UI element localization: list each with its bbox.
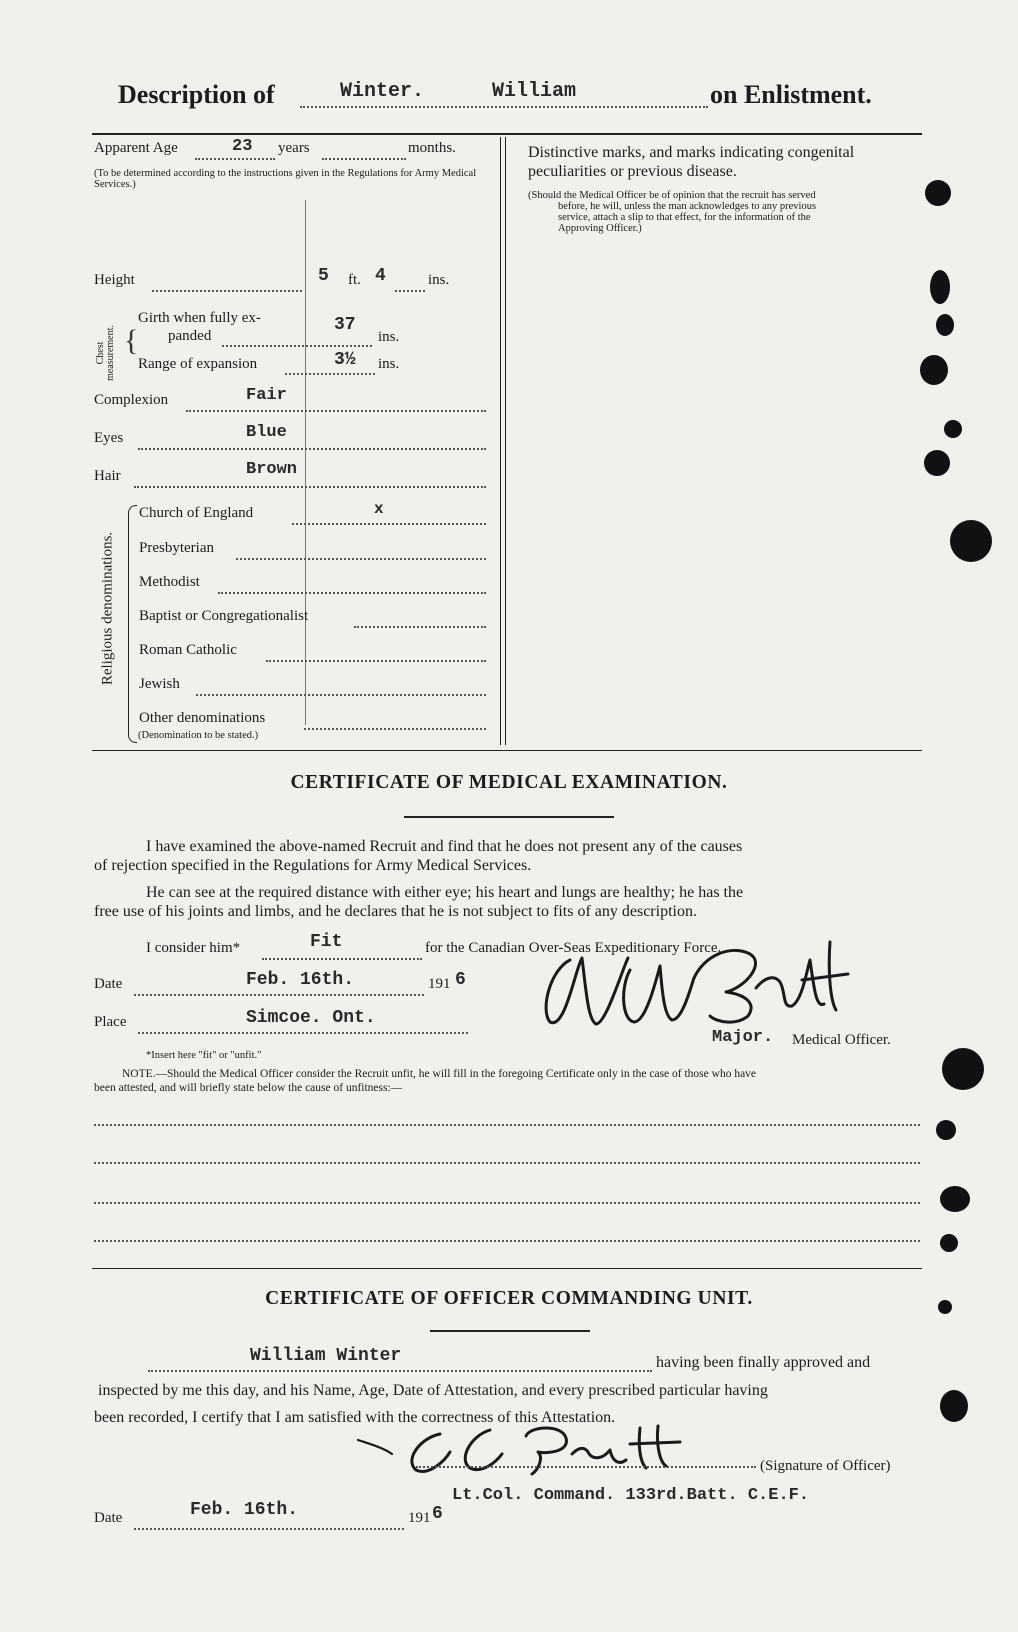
unfit-line-2	[94, 1162, 920, 1164]
fit-dotline	[262, 958, 422, 960]
hair-label: Hair	[94, 468, 121, 484]
binding-hole-blot	[920, 355, 948, 385]
religion-dotline-5	[196, 694, 486, 696]
chest-label-wrap	[90, 325, 120, 381]
medical-para2-line1: He can see at the required distance with either eye; his heart and lungs are healthy; he has the	[146, 884, 744, 901]
header-given-name: William	[492, 80, 577, 103]
hair-value: Brown	[246, 460, 298, 479]
command-value: Lt.Col. Command. 133rd.Batt. C.E.F.	[452, 1486, 810, 1505]
header-surname: Winter.	[340, 80, 425, 103]
range-ins-label: ins.	[378, 356, 400, 372]
height-ft-value: 5	[318, 266, 329, 286]
denomination-note: (Denomination to be stated.)	[138, 730, 259, 741]
religion-jewish: Jewish	[139, 676, 180, 692]
range-dotline	[285, 373, 375, 375]
binding-hole-blot	[925, 180, 951, 206]
force-label: for the Canadian Over-Seas Expeditionary Force.	[425, 940, 722, 956]
marks-note-3: service, attach a slip to that effect, for the information of the	[558, 212, 811, 223]
note-line-1: NOTE.—Should the Medical Officer consider the Recruit unfit, he will fill in the foregoing Certificate only in the case of those who have	[122, 1068, 757, 1080]
hair-dotline	[134, 486, 486, 488]
religions-label-wrap	[88, 505, 128, 735]
complexion-value: Fair	[246, 386, 287, 405]
girth-label-2: panded	[168, 328, 212, 344]
unfit-line-1	[94, 1124, 920, 1126]
marks-note-1: (Should the Medical Officer be of opinion that the recruit has served	[528, 190, 816, 201]
medical-year-prefix: 191	[428, 976, 451, 992]
binding-hole-blot	[938, 1300, 952, 1314]
religion-other: Other denominations	[139, 710, 266, 726]
header-rule	[92, 133, 922, 135]
place-label: Place	[94, 1014, 127, 1030]
medical-date-dotline	[134, 994, 424, 996]
religion-dotline-2	[218, 592, 486, 594]
medical-para1-line1: I have examined the above-named Recruit and find that he does not present any of the causes	[146, 838, 743, 855]
girth-label-1: Girth when fully ex-	[138, 310, 261, 326]
girth-ins-label: ins.	[378, 329, 400, 345]
height-in-value: 4	[375, 266, 386, 286]
religion-baptist: Baptist or Congregationalist	[139, 608, 309, 624]
signature-label: (Signature of Officer)	[760, 1458, 891, 1474]
height-label: Height	[94, 272, 135, 288]
header-prefix: Description of	[118, 80, 275, 109]
binding-hole-blot	[940, 1390, 968, 1422]
months-label: months.	[408, 140, 456, 156]
rank-value: Major.	[712, 1028, 774, 1047]
column-divider	[500, 137, 501, 745]
marks-note-2: before, he will, unless the man acknowledges to any previous	[558, 201, 817, 212]
religion-church-of-england: Church of England	[139, 505, 254, 521]
unfit-line-4	[94, 1240, 920, 1242]
medical-date-value: Feb. 16th.	[246, 970, 355, 990]
unfit-line-3	[94, 1202, 920, 1204]
commanding-title-rule	[430, 1330, 590, 1332]
chest-brace: {	[124, 324, 139, 357]
religions-label: Religious denominations.	[99, 531, 116, 686]
place-value: Simcoe. Ont.	[246, 1008, 376, 1028]
age-note: (To be determined according to the instructions given in the Regulations for Army Medical Services.)	[94, 168, 477, 190]
apparent-age-value: 23	[232, 137, 253, 156]
binding-hole-blot	[950, 520, 992, 562]
section-rule-2	[92, 1268, 922, 1269]
eyes-dotline	[138, 448, 486, 450]
eyes-value: Blue	[246, 423, 287, 442]
commanding-line-3: been recorded, I certify that I am satisfied with the correctness of this Attestation.	[94, 1409, 616, 1426]
medical-officer-label: Medical Officer.	[792, 1032, 891, 1048]
religions-bracket	[128, 505, 137, 743]
apparent-age-label: Apparent Age	[94, 140, 178, 156]
commanding-name-value: William Winter	[250, 1346, 402, 1366]
marks-title-2: peculiarities or previous disease.	[528, 163, 737, 180]
months-dotline	[322, 158, 406, 160]
height-ins-label: ins.	[428, 272, 450, 288]
eyes-label: Eyes	[94, 430, 124, 446]
medical-date-label: Date	[94, 976, 123, 992]
value-column-rule	[305, 200, 306, 725]
range-value: 3½	[334, 350, 356, 370]
binding-hole-blot	[930, 270, 950, 304]
commanding-date-dotline	[134, 1528, 404, 1530]
approved-label: having been finally approved and	[656, 1354, 871, 1371]
commanding-year-digit: 6	[432, 1504, 443, 1524]
column-divider-inner	[505, 137, 506, 745]
religion-dotline-1	[236, 558, 486, 560]
chest-measurement-label: Chest measurement.	[95, 325, 116, 381]
religion-dotline-6	[304, 728, 486, 730]
religion-dotline-3	[354, 626, 486, 628]
ins-dotline	[395, 290, 425, 292]
religion-presbyterian: Presbyterian	[139, 540, 214, 556]
fit-value: Fit	[310, 932, 343, 952]
commanding-name-dotline	[148, 1370, 652, 1372]
consider-label: I consider him*	[146, 940, 241, 956]
girth-dotline	[222, 345, 372, 347]
medical-year-digit: 6	[455, 970, 466, 990]
years-label: years	[278, 140, 310, 156]
binding-hole-blot	[944, 420, 962, 438]
religion-mark-church-of-england: x	[374, 500, 384, 518]
binding-hole-blot	[924, 450, 950, 476]
binding-hole-blot	[936, 314, 954, 336]
medical-title: CERTIFICATE OF MEDICAL EXAMINATION.	[290, 772, 728, 793]
range-label: Range of expansion	[138, 356, 258, 372]
header-suffix: on Enlistment.	[710, 80, 872, 109]
commanding-line-2: inspected by me this day, and his Name, Age, Date of Attestation, and every prescribed particular having	[98, 1382, 768, 1399]
insert-note: *Insert here "fit" or "unfit."	[146, 1050, 262, 1061]
religion-methodist: Methodist	[139, 574, 200, 590]
marks-note-4: Approving Officer.)	[558, 223, 642, 234]
binding-hole-blot	[936, 1120, 956, 1140]
marks-title-1: Distinctive marks, and marks indicating congenital	[528, 144, 855, 161]
medical-para2-line2: free use of his joints and limbs, and he declares that he is not subject to fits of any description.	[94, 903, 697, 920]
girth-value: 37	[334, 315, 356, 335]
medical-officer-signature	[530, 930, 860, 1040]
binding-hole-blot	[942, 1048, 984, 1090]
complexion-dotline	[186, 410, 486, 412]
place-dotline	[138, 1032, 468, 1034]
complexion-label: Complexion	[94, 392, 169, 408]
header-name-line	[300, 106, 708, 108]
commanding-date-value: Feb. 16th.	[190, 1500, 299, 1520]
age-dotline	[195, 158, 275, 160]
section-rule-1	[92, 750, 922, 751]
commanding-title: CERTIFICATE OF OFFICER COMMANDING UNIT.	[265, 1288, 753, 1309]
signature-dotline	[416, 1466, 756, 1468]
commanding-year-prefix: 191	[408, 1510, 431, 1526]
binding-hole-blot	[940, 1186, 970, 1212]
commanding-date-label: Date	[94, 1510, 123, 1526]
medical-para1-line2: of rejection specified in the Regulations for Army Medical Services.	[94, 857, 532, 874]
religion-dotline-4	[266, 660, 486, 662]
ft-label: ft.	[348, 272, 361, 288]
religion-dotline-0	[292, 523, 486, 525]
height-dotline	[152, 290, 302, 292]
binding-hole-blot	[940, 1234, 958, 1252]
medical-title-rule	[404, 816, 614, 818]
note-line-2: been attested, and will briefly state below the cause of unfitness:—	[94, 1082, 403, 1094]
religion-roman-catholic: Roman Catholic	[139, 642, 237, 658]
